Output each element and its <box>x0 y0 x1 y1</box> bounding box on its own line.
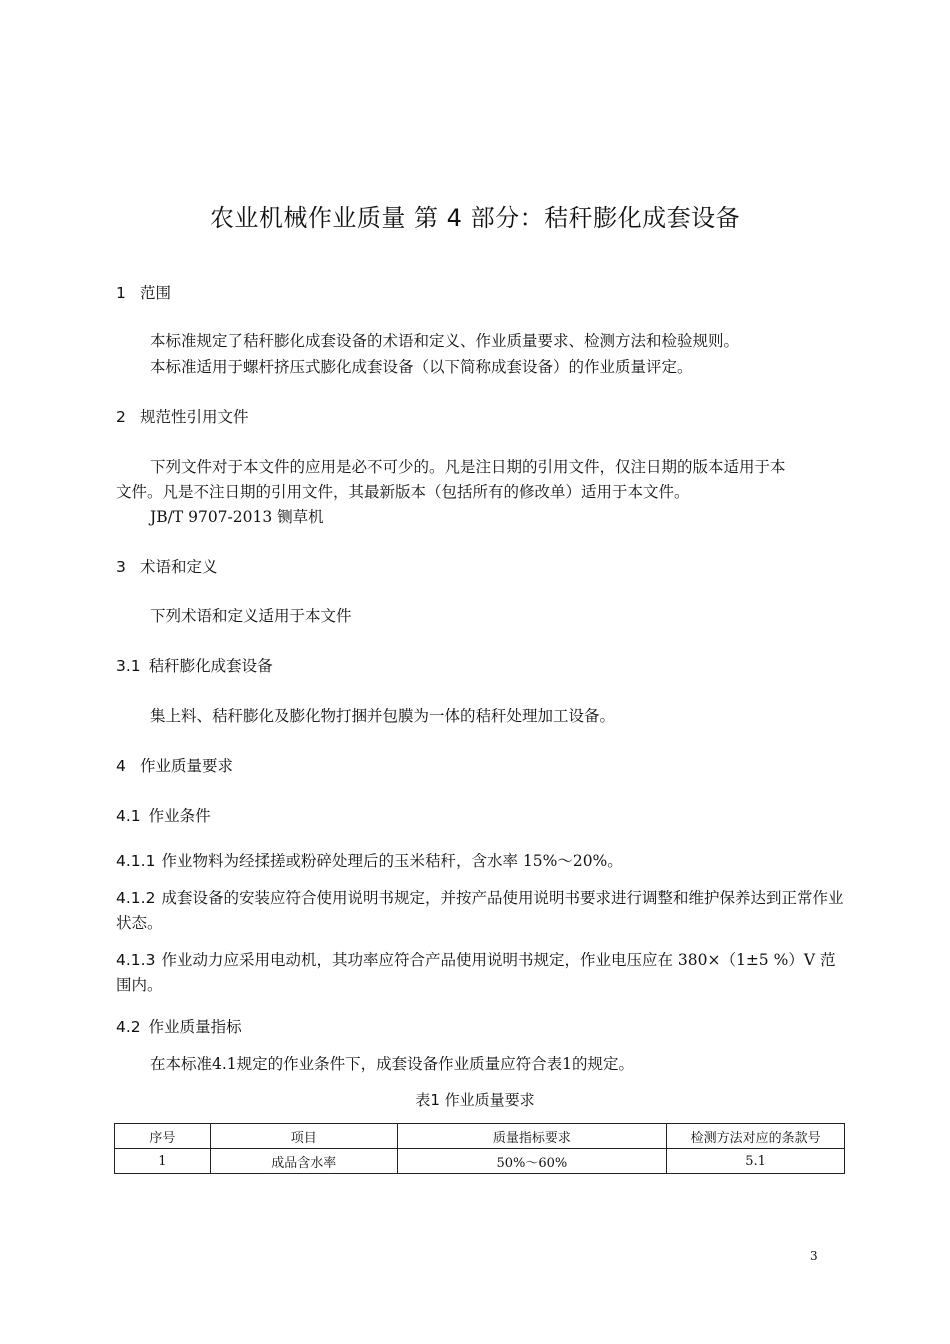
header-cell: 序号 <box>115 1124 211 1149</box>
section-1-heading <box>116 281 171 303</box>
subsection-number: 4.1 <box>116 807 141 825</box>
table-header-row <box>115 1124 845 1149</box>
section-number: 1 <box>116 284 126 302</box>
section-title: 范围 <box>140 284 172 302</box>
table-caption: 表1 作业质量要求 <box>415 1091 535 1109</box>
header-cell: 项目 <box>210 1124 397 1149</box>
table-cell: 成品含水率 <box>210 1149 397 1174</box>
table-cell: 1 <box>115 1149 211 1174</box>
clause-number: 4.1.1 <box>116 852 156 870</box>
section-title: 规范性引用文件 <box>140 408 249 426</box>
paragraph: 下列文件对于本文件的应用是必不可少的。凡是注日期的引用文件，仅注日期的版本适用于本 <box>150 458 786 476</box>
clause-4-1-2 <box>116 886 844 936</box>
paragraph: 下列术语和定义适用于本文件 <box>150 607 352 625</box>
section-3-heading <box>116 555 218 577</box>
clause-number: 4.1.3 <box>116 951 156 969</box>
subsection-number: 4.2 <box>116 1018 141 1036</box>
clause-number: 4.1.2 <box>116 889 156 907</box>
section-4-heading <box>116 754 233 776</box>
subsection-title: 作业条件 <box>148 807 211 825</box>
clause-4-1-1 <box>116 849 844 874</box>
subsection-4-2-heading <box>116 1015 242 1037</box>
section-number: 3 <box>116 558 126 576</box>
term-title: 秸秆膨化成套设备 <box>148 657 273 675</box>
table-cell: 5.1 <box>667 1149 845 1174</box>
term-definition: 集上料、秸秆膨化及膨化物打捆并包膜为一体的秸秆处理加工设备。 <box>150 707 616 725</box>
section-2-heading <box>116 405 249 427</box>
table-cell: 50%～60% <box>397 1149 667 1174</box>
section-title: 作业质量要求 <box>140 757 234 775</box>
page-number: 3 <box>810 1249 818 1263</box>
term-heading <box>116 654 273 676</box>
reference-item: JB/T 9707-2013 铡草机 <box>150 508 324 526</box>
document-title: 农业机械作业质量 第 4 部分：秸秆膨化成套设备 <box>209 204 741 232</box>
paragraph: 文件。凡是不注日期的引用文件，其最新版本（包括所有的修改单）适用于本文件。 <box>116 483 690 501</box>
paragraph: 在本标准4.1规定的作业条件下，成套设备作业质量应符合表1的规定。 <box>150 1055 635 1073</box>
clause-4-1-3 <box>116 948 844 998</box>
clause-text: 成套设备的安装应符合使用说明书规定，并按产品使用说明书要求进行调整和维护保养达到正常作业状态。 <box>116 889 844 932</box>
section-title: 术语和定义 <box>140 558 218 576</box>
quality-requirements-table <box>114 1123 845 1174</box>
paragraph: 本标准规定了秸秆膨化成套设备的术语和定义、作业质量要求、检测方法和检验规则。 <box>150 332 740 350</box>
header-cell: 检测方法对应的条款号 <box>667 1124 845 1149</box>
section-number: 4 <box>116 757 126 775</box>
table-row <box>115 1149 845 1174</box>
clause-text: 作业物料为经揉搓或粉碎处理后的玉米秸秆，含水率 15%～20%。 <box>161 852 623 870</box>
subsection-4-1-heading <box>116 804 211 826</box>
clause-text: 作业动力应采用电动机，其功率应符合产品使用说明书规定，作业电压应在 380×（1±5 %）V 范围内。 <box>116 951 836 994</box>
paragraph: 本标准适用于螺杆挤压式膨化成套设备（以下简称成套设备）的作业质量评定。 <box>150 358 693 376</box>
subsection-title: 作业质量指标 <box>148 1018 242 1036</box>
section-number: 2 <box>116 408 126 426</box>
header-cell: 质量指标要求 <box>397 1124 667 1149</box>
term-number: 3.1 <box>116 657 141 675</box>
